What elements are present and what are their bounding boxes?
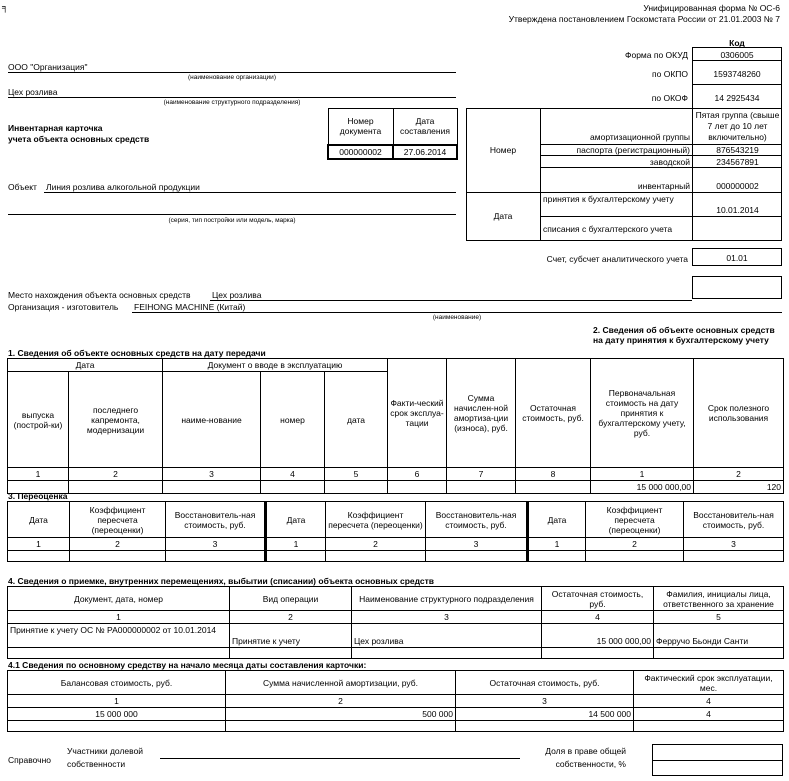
s4-col-doc: Документ, дата, номер — [8, 587, 230, 611]
s3-num: 2 — [326, 538, 426, 551]
s4-op: Принятие к учету — [230, 624, 352, 648]
passport-value: 876543219 — [716, 145, 759, 155]
okof-value: 14 2925434 — [714, 93, 760, 103]
s3-num: 2 — [70, 538, 166, 551]
s1-col-1: выпуска (построй-ки) — [8, 372, 69, 468]
account-label: Счет, субсчет аналитического учета — [546, 254, 688, 264]
s3-num: 3 — [166, 538, 266, 551]
s1-num: 5 — [325, 468, 388, 481]
s41-num: 1 — [8, 695, 226, 708]
location-label: Место нахождения объекта основных средств — [8, 290, 191, 300]
factory-label: заводской — [649, 157, 690, 167]
section4-table — [7, 586, 784, 659]
inventory-label: инвентарный — [637, 181, 690, 191]
s4-num: 2 — [230, 611, 352, 624]
s4-unit: Цех розлива — [352, 624, 542, 648]
s1-num: 6 — [388, 468, 447, 481]
amort-group-label: амортизационной группы — [590, 132, 690, 142]
s3-col-cost: Восстановитель-ная стоимость, руб. — [684, 502, 784, 538]
s1-col-5: дата — [325, 372, 388, 468]
s3-col-cost: Восстановитель-ная стоимость, руб. — [166, 502, 266, 538]
s3-col-coef: Коэффициент пересчета (переоценки) — [326, 502, 426, 538]
section41-table — [7, 670, 784, 732]
object-value: Линия розлива алкогольной продукции — [46, 182, 200, 192]
amort-group-value: Пятая группа (свыше 7 лет до 10 лет включительно) — [695, 110, 780, 142]
s3-num: 1 — [528, 538, 586, 551]
writeoff-label: списания с бухгалтерского учета — [543, 224, 673, 234]
factory-value: 234567891 — [716, 157, 759, 167]
s1-col-8: Остаточная стоимость, руб. — [516, 359, 591, 468]
s4-col-op: Вид операции — [230, 587, 352, 611]
s41-col-amort: Сумма начисленной амортизации, руб. — [226, 671, 456, 695]
s1-num: 4 — [261, 468, 325, 481]
s1-num: 2 — [69, 468, 163, 481]
s1-date-group: Дата — [8, 359, 163, 372]
section41-title: 4.1 Сведения по основному средству на начало месяца даты составления карточки: — [8, 660, 367, 670]
s41-num: 3 — [456, 695, 634, 708]
s1-doc-group: Документ о вводе в эксплуатацию — [163, 359, 388, 372]
initial-cost: 15 000 000,00 — [591, 481, 694, 494]
s41-col-residual: Остаточная стоимость, руб. — [456, 671, 634, 695]
section2-title: 2. Сведения об объекте основных средств на дату принятия к бухгалтерскому учету — [593, 325, 775, 345]
blank-code-box — [692, 276, 782, 299]
doc-number: 000000002 — [328, 145, 393, 159]
share-label: Доля в праве общей собственности, % — [545, 746, 626, 769]
section1-title: 1. Сведения об объекте основных средств на дату передачи — [8, 348, 266, 358]
s3-col-coef: Коэффициент пересчета (переоценки) — [70, 502, 166, 538]
object-caption: (серия, тип постройки или модель, марка) — [168, 217, 296, 224]
approved-text: Утверждена постановлением Госкомстата России от 21.01.2003 № 7 — [508, 14, 780, 24]
s1-col-2: последнего капремонта, модернизации — [69, 372, 163, 468]
org-caption: (наименование организации) — [188, 74, 276, 81]
numbers-label: Номер — [489, 145, 517, 155]
section1-table — [7, 358, 784, 494]
location-value: Цех розлива — [212, 290, 262, 300]
account-value: 01.01 — [726, 253, 748, 263]
s1-col-4: номер — [261, 372, 325, 468]
s41-num: 4 — [634, 695, 784, 708]
doc-table — [327, 108, 458, 160]
passport-label: паспорта (регистрационный) — [576, 145, 690, 155]
s41-term: 4 — [634, 708, 784, 721]
doc-date: 27.06.2014 — [393, 145, 457, 159]
object-label: Объект — [8, 182, 37, 192]
corner-mark: ╕ — [2, 2, 9, 12]
code-label: Код — [729, 38, 745, 48]
section4-title: 4. Сведения о приемке, внутренних перемещениях, выбытии (списании) объекта основных средств — [8, 576, 435, 586]
s41-num: 2 — [226, 695, 456, 708]
s2-col-1: Первоначальная стоимость на дату принятия к бухгалтерскому учету, руб. — [591, 359, 694, 468]
s1-col-3: наиме-нование — [163, 372, 261, 468]
s3-col-date: Дата — [266, 502, 326, 538]
s4-residual: 15 000 000,00 — [542, 624, 654, 648]
s41-balance: 15 000 000 — [8, 708, 226, 721]
dates-label: Дата — [493, 211, 513, 221]
okpo-value: 1593748260 — [713, 69, 761, 79]
s41-residual: 14 500 000 — [456, 708, 634, 721]
s4-doc: Принятие к учету ОС № РА000000002 от 10.01.2014 — [8, 624, 230, 648]
maker-value: FEIHONG MACHINE (Китай) — [134, 302, 246, 312]
s3-num: 1 — [8, 538, 70, 551]
accept-value: 10.01.2014 — [716, 205, 759, 215]
s4-num: 3 — [352, 611, 542, 624]
s4-num: 1 — [8, 611, 230, 624]
s4-col-unit: Наименование структурного подразделения — [352, 587, 542, 611]
s41-col-term: Фактический срок эксплуатации, мес. — [634, 671, 784, 695]
unit-caption: (наименование структурного подразделения) — [163, 99, 301, 106]
form-name: Унифицированная форма № ОС-6 — [643, 3, 780, 13]
s3-col-coef: Коэффициент пересчета (переоценки) — [586, 502, 684, 538]
okof-label: по ОКОФ — [651, 93, 688, 103]
okpo-label: по ОКПО — [652, 69, 688, 79]
s3-num: 3 — [684, 538, 784, 551]
s3-num: 2 — [586, 538, 684, 551]
s41-amort: 500 000 — [226, 708, 456, 721]
s4-num: 5 — [654, 611, 784, 624]
s4-col-residual: Остаточная стоимость, руб. — [542, 587, 654, 611]
doc-number-label: Номер документа — [328, 109, 393, 145]
inventory-value: 000000002 — [716, 181, 759, 191]
s4-person: Ферручо Бьонди Санти — [654, 624, 784, 648]
s1-num: 7 — [447, 468, 516, 481]
section3-table — [7, 501, 784, 562]
section3-title: 3. Переоценка — [8, 491, 68, 501]
okud-label: Форма по ОКУД — [625, 50, 688, 60]
s1-col-7: Сумма начислен-ной амортиза-ции (износа), руб. — [447, 359, 516, 468]
s4-num: 4 — [542, 611, 654, 624]
owners-label: Участники долевой собственности — [67, 746, 144, 769]
s3-col-cost: Восстановитель-ная стоимость, руб. — [426, 502, 528, 538]
doc-date-label: Дата составления — [393, 109, 457, 145]
s2-num: 2 — [694, 468, 784, 481]
card-title-2: учета объекта основных средств — [8, 134, 150, 144]
maker-label: Организация - изготовитель — [8, 302, 119, 312]
okud-value: 0306005 — [720, 50, 754, 60]
useful-life: 120 — [694, 481, 784, 494]
s4-col-person: Фамилия, инициалы лица, ответственного за хранение — [654, 587, 784, 611]
s2-num: 1 — [591, 468, 694, 481]
ref-label: Справочно — [8, 755, 52, 765]
maker-caption: (наименование) — [432, 314, 482, 321]
s3-col-date: Дата — [8, 502, 70, 538]
s1-num: 8 — [516, 468, 591, 481]
accept-label: принятия к бухгалтерскому учету — [543, 194, 674, 204]
s1-num: 1 — [8, 468, 69, 481]
s3-col-date: Дата — [528, 502, 586, 538]
card-title-1: Инвентарная карточка — [8, 123, 103, 133]
s3-num: 3 — [426, 538, 528, 551]
s3-num: 1 — [266, 538, 326, 551]
s1-col-6: Факти-ческий срок эксплуа-тации — [388, 359, 447, 468]
s41-col-balance: Балансовая стоимость, руб. — [8, 671, 226, 695]
s2-col-2: Срок полезного использования — [694, 359, 784, 468]
unit-name: Цех розлива — [8, 87, 58, 97]
s1-num: 3 — [163, 468, 261, 481]
org-name: ООО "Организация" — [8, 62, 88, 72]
